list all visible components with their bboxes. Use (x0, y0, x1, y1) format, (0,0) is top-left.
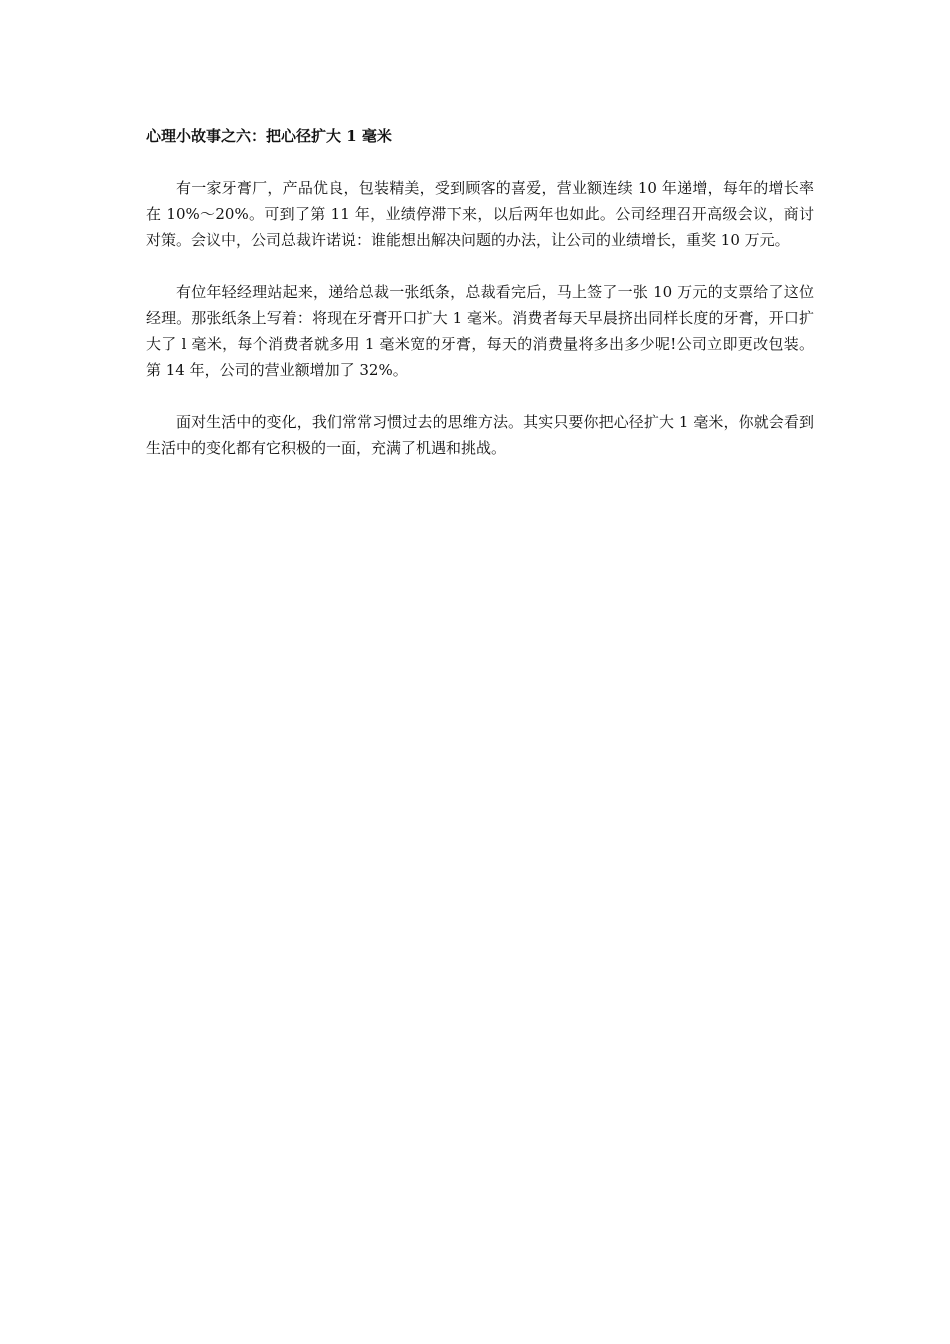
paragraph-1: 有一家牙膏厂，产品优良，包装精美，受到顾客的喜爱，营业额连续 10 年递增，每年的增长率在 10%～20%。可到了第 11 年，业绩停滞下来，以后两年也如此。公司经理召开高级会议，商讨对策。会议中，公司总裁许诺说：谁能想出解决问题的办法，让公司的业绩增长，重奖 10 万元。 (146, 179, 814, 249)
paragraph-2: 有位年轻经理站起来，递给总裁一张纸条，总裁看完后，马上签了一张 10 万元的支票给了这位经理。那张纸条上写着：将现在牙膏开口扩大 1 毫米。消费者每天早晨挤出同样长度的牙膏，开口扩大了 l 毫米，每个消费者就多用 1 毫米宽的牙膏，每天的消费量将多出多少呢!公司立即更改包装。第 14 年，公司的营业额增加了 32%。 (146, 283, 814, 379)
paragraph-3: 面对生活中的变化，我们常常习惯过去的思维方法。其实只要你把心径扩大 1 毫米，你就会看到生活中的变化都有它积极的一面，充满了机遇和挑战。 (146, 413, 814, 457)
document-body (146, 123, 814, 461)
document-title: 心理小故事之六：把心径扩大 1 毫米 (146, 127, 392, 145)
